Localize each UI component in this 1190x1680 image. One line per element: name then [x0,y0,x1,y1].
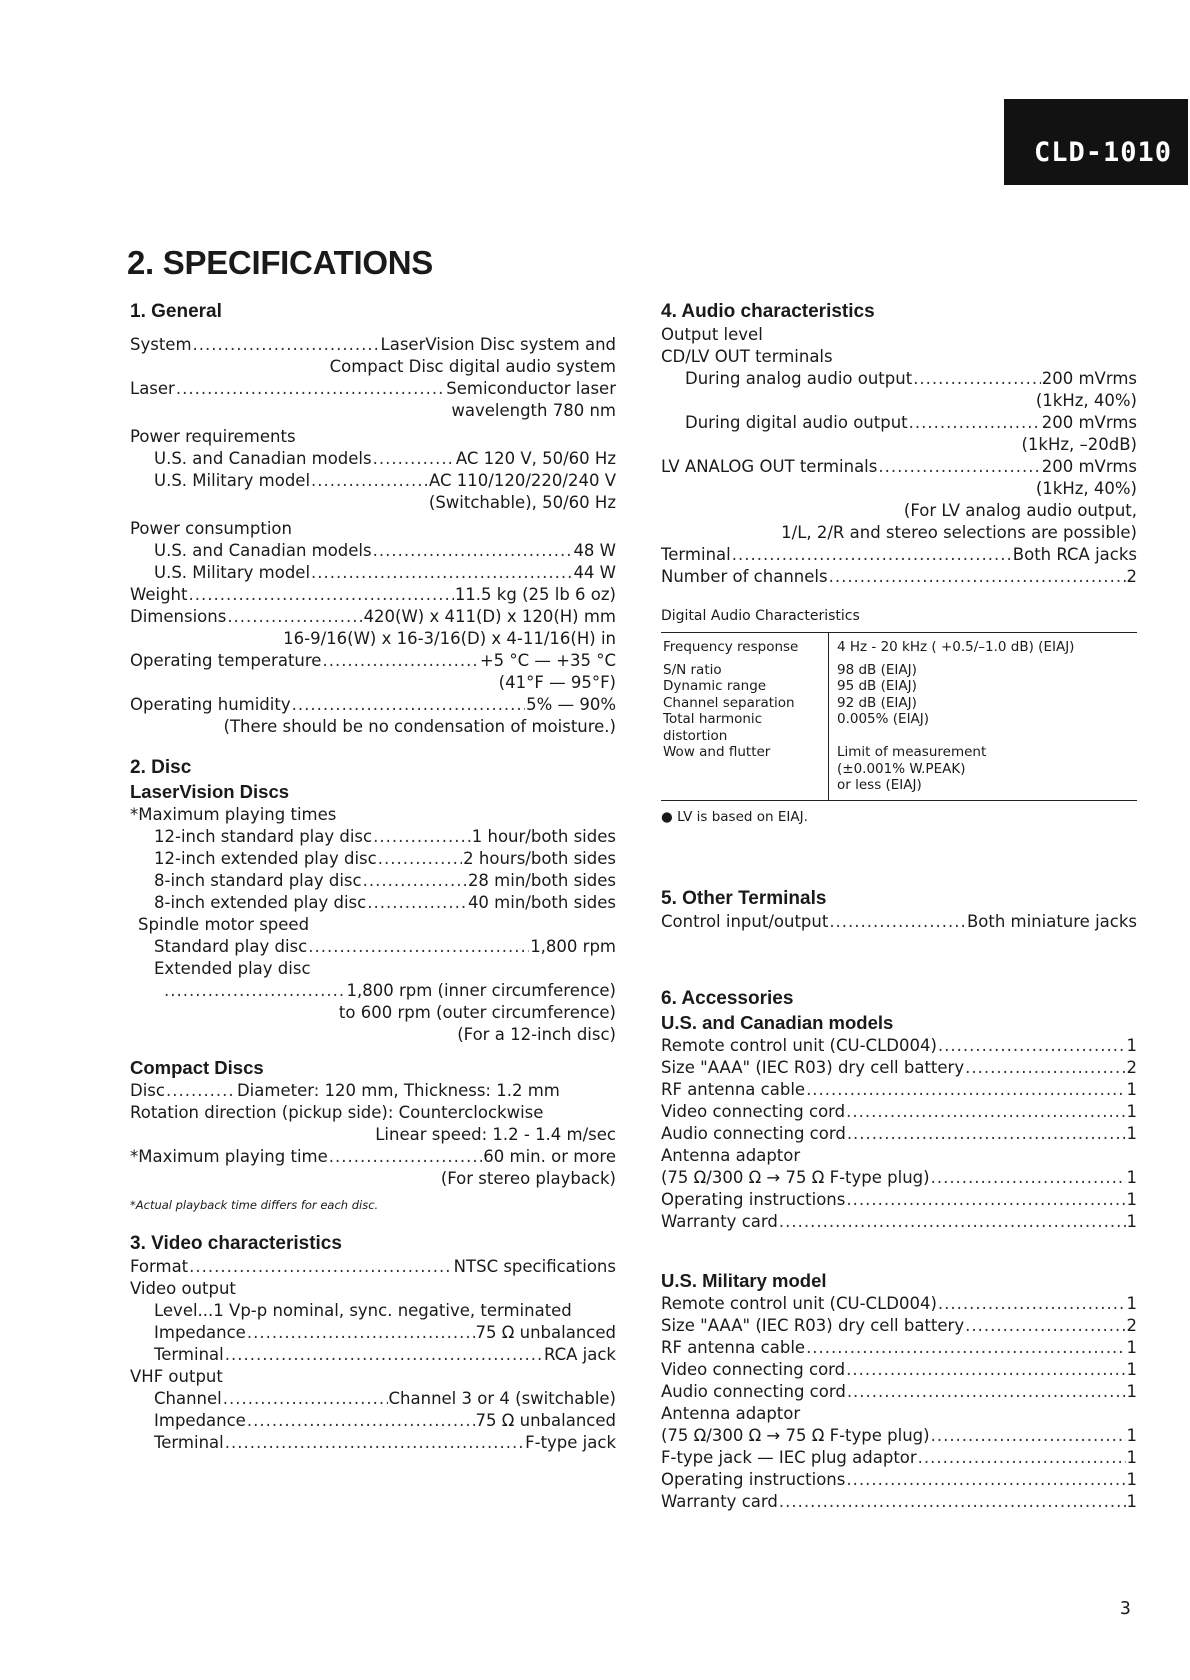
table-cell: Wow and flutter [661,744,829,761]
accessory-row: Operating instructions ..... 1 [661,1469,1137,1491]
accessory-row: Audio connecting cord ..... 1 [661,1381,1137,1403]
spec-row: Dimensions ..... 420(W) x 411(D) x 120(H) mm [130,606,616,628]
spec-row: 12-inch extended play disc ..... 2 hours/both sides [130,848,616,870]
accessory-row: Operating instructions ..... 1 [661,1189,1137,1211]
spec-row: ..... 1,800 rpm (inner circumference) [130,980,616,1002]
us-military-heading: U.S. Military model [661,1269,827,1291]
section-disc-heading: 2. Disc [130,757,192,778]
spec-group-label: Power consumption [130,519,292,538]
spec-line: Rotation direction (pickup side): Counterclockwise [130,1103,544,1122]
accessory-row: Audio connecting cord ..... 1 [661,1123,1137,1145]
section-video-heading: 3. Video characteristics [130,1233,342,1254]
spec-group-label: Spindle motor speed [138,915,310,934]
spec-group-label: Video output [130,1279,236,1298]
accessory-row: Video connecting cord ..... 1 [661,1359,1137,1381]
spec-row: Operating temperature ..... +5 °C — +35 °C [130,650,616,672]
accessory-row: Warranty card ..... 1 [661,1491,1137,1513]
spec-row: During analog audio output ..... 200 mVrms [661,368,1137,390]
section-other-heading: 5. Other Terminals [661,887,827,909]
model-name: CLD-1010 [1034,137,1173,168]
spec-row: Operating humidity ..... 5% — 90% [130,694,616,716]
spec-row: LV ANALOG OUT terminals ..... 200 mVrms [661,456,1137,478]
spec-continuation: Compact Disc digital audio system [329,357,616,376]
accessory-label: Antenna adaptor [661,1403,801,1423]
table-cell: (±0.001% W.PEAK) [837,760,966,777]
spec-continuation: (There should be no condensation of moisture.) [223,717,616,736]
spec-group-label: *Maximum playing times [130,805,337,824]
left-column [130,300,616,1454]
accessory-row: (75 Ω/300 Ω → 75 Ω F-type plug) ..... 1 [661,1425,1137,1447]
spec-row: Weight ..... 11.5 kg (25 lb 6 oz) [130,584,616,606]
section-general-heading: 1. General [130,301,222,322]
spec-row: During digital audio output ..... 200 mVrms [661,412,1137,434]
table-cell [661,761,829,778]
spec-row: Channel ..... Channel 3 or 4 (switchable) [130,1388,616,1410]
spec-row: *Maximum playing time ..... 60 min. or more [130,1146,616,1168]
right-column [661,300,1137,1513]
accessory-row: Size "AAA" (IEC R03) dry cell battery ..... 2 [661,1057,1137,1079]
spec-row: Impedance ..... 75 Ω unbalanced [130,1322,616,1344]
table-cell [829,728,1137,745]
spec-group-label: Output level [661,325,763,344]
digital-audio-title: Digital Audio Characteristics [661,608,860,624]
spec-row: 8-inch extended play disc ..... 40 min/both sides [130,892,616,914]
page-number: 3 [1120,1598,1131,1619]
accessory-row: Remote control unit (CU-CLD004) ..... 1 [661,1035,1137,1057]
section-accessories-heading: 6. Accessories [661,987,794,1009]
spec-row: Control input/output ..... Both miniature jacks [661,911,1137,933]
table-cell: 92 dB (EIAJ) [837,694,917,711]
spec-continuation: 16-9/16(W) x 16-3/16(D) x 4-11/16(H) in [283,629,616,648]
table-cell: Limit of measurement [837,744,987,760]
spec-group-label: Power requirements [130,427,296,446]
spec-group-label: VHF output [130,1367,223,1386]
table-cell: or less (EIAJ) [837,777,922,793]
spec-continuation: (41°F — 95°F) [498,673,616,692]
accessory-row: F-type jack — IEC plug adaptor ..... 1 [661,1447,1137,1469]
table-cell: Dynamic range [661,678,829,695]
spec-row: Impedance ..... 75 Ω unbalanced [130,1410,616,1432]
spec-continuation: wavelength 780 nm [451,401,616,420]
spec-row: Laser ..... Semiconductor laser [130,378,616,400]
table-cell: distortion [661,728,829,745]
spec-continuation: Linear speed: 1.2 - 1.4 m/sec [375,1125,616,1144]
spec-continuation: (1kHz, –20dB) [1021,435,1137,454]
spec-row: Terminal ..... F-type jack [130,1432,616,1454]
spec-row: Terminal ..... RCA jack [130,1344,616,1366]
laservision-heading: LaserVision Discs [130,781,290,802]
accessory-row: (75 Ω/300 Ω → 75 Ω F-type plug) ..... 1 [661,1167,1137,1189]
spec-continuation: to 600 rpm (outer circumference) [338,1003,616,1022]
model-badge [1004,99,1188,185]
spec-continuation: (For stereo playback) [440,1169,616,1188]
table-cell [661,777,829,800]
spec-line: Level...1 Vp-p nominal, sync. negative, terminated [154,1301,572,1320]
spec-group-label: CD/LV OUT terminals [661,347,833,366]
spec-row: U.S. Military model ..... 44 W [130,562,616,584]
compact-discs-heading: Compact Discs [130,1057,264,1078]
lv-note: ● LV is based on EIAJ. [661,808,808,825]
accessory-row: Size "AAA" (IEC R03) dry cell battery ..... 2 [661,1315,1137,1337]
spec-continuation: (Switchable), 50/60 Hz [428,493,616,512]
spec-continuation: 1/L, 2/R and stereo selections are possible) [781,523,1137,542]
spec-row: U.S. and Canadian models ..... AC 120 V, 50/60 Hz [130,448,616,470]
table-cell: Total harmonic [661,711,829,728]
table-cell: 95 dB (EIAJ) [837,678,917,694]
accessory-row: RF antenna cable ..... 1 [661,1079,1137,1101]
spec-row: Standard play disc ..... 1,800 rpm [130,936,616,958]
table-cell: 0.005% (EIAJ) [837,711,930,727]
spec-row: Number of channels ..... 2 [661,566,1137,588]
digital-audio-table [661,632,1137,801]
spec-row: U.S. and Canadian models ..... 48 W [130,540,616,562]
spec-row: 8-inch standard play disc ..... 28 min/both sides [130,870,616,892]
accessory-row: Warranty card ..... 1 [661,1211,1137,1233]
us-canadian-heading: U.S. and Canadian models [661,1011,894,1033]
spec-row: Terminal ..... Both RCA jacks [661,544,1137,566]
accessory-label: Antenna adaptor [661,1145,801,1165]
spec-continuation: (1kHz, 40%) [1035,391,1137,410]
spec-row: System ..... LaserVision Disc system and [130,334,616,356]
table-cell: S/N ratio [661,662,829,679]
accessory-row: RF antenna cable ..... 1 [661,1337,1137,1359]
table-cell: 98 dB (EIAJ) [837,661,917,678]
accessory-row: Remote control unit (CU-CLD004) ..... 1 [661,1293,1137,1315]
spec-continuation: (For a 12-inch disc) [457,1025,616,1044]
spec-row: Format ..... NTSC specifications [130,1256,616,1278]
table-cell: Frequency response [661,633,829,662]
spec-group-label: Extended play disc [154,959,311,978]
spec-row: 12-inch standard play disc ..... 1 hour/both sides [130,826,616,848]
section-audio-heading: 4. Audio characteristics [661,301,875,322]
spec-continuation: (For LV analog audio output, [903,501,1137,520]
spec-row: U.S. Military model ..... AC 110/120/220/240 V [130,470,616,492]
table-cell: Channel separation [661,695,829,712]
spec-row: Disc ..... Diameter: 120 mm, Thickness: 1.2 mm [130,1080,616,1102]
spec-continuation: (1kHz, 40%) [1035,479,1137,498]
footnote: *Actual playback time differs for each disc. [130,1198,379,1212]
table-cell: 4 Hz - 20 kHz ( +0.5/–1.0 dB) (EIAJ) [837,639,1075,655]
accessory-row: Video connecting cord ..... 1 [661,1101,1137,1123]
page-title: 2. SPECIFICATIONS [127,244,433,281]
